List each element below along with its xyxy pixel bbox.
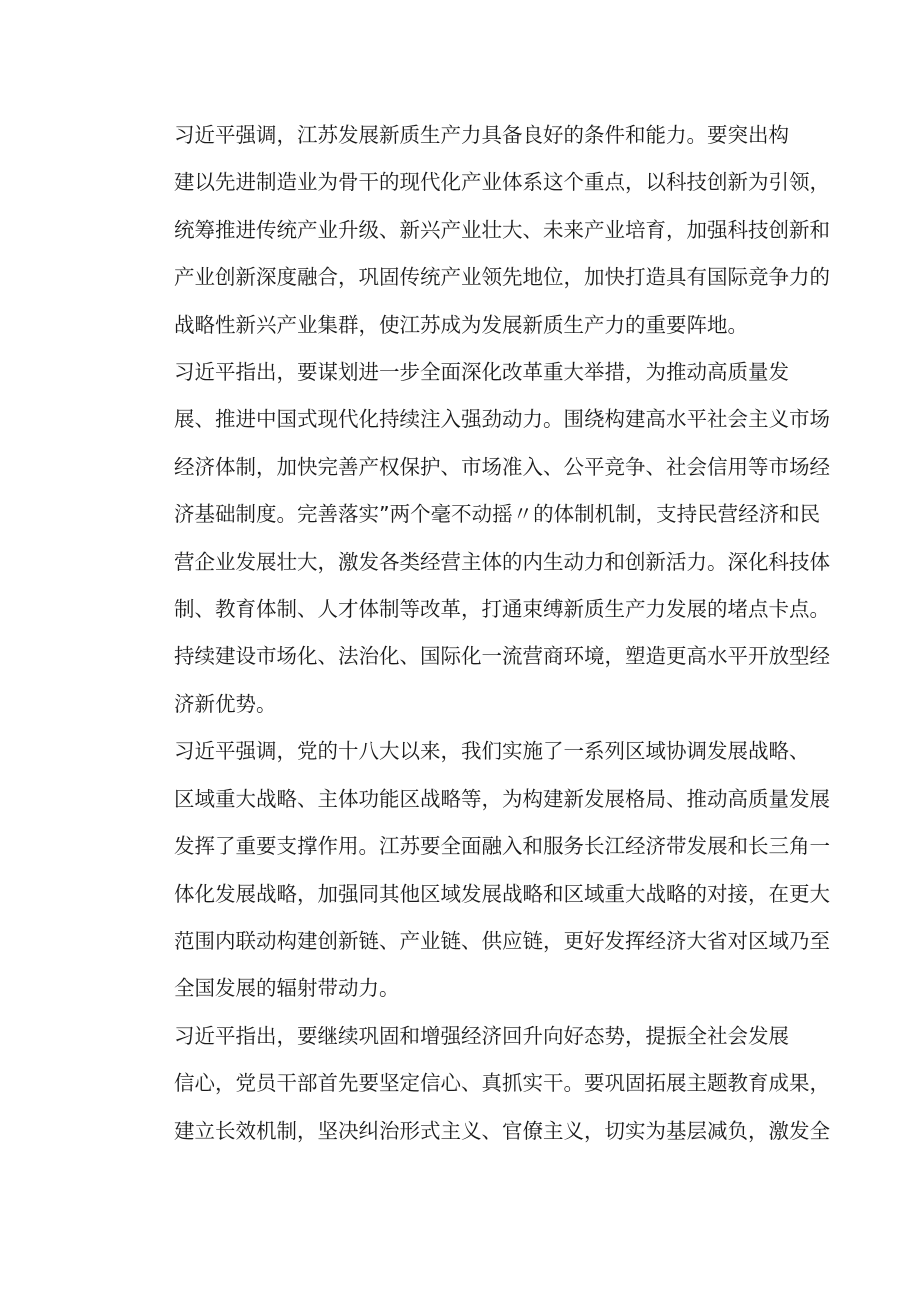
paragraph-line: 产业创新深度融合，巩固传统产业领先地位，加快打造具有国际竞争力的 bbox=[174, 265, 830, 290]
paragraph-line: 建立长效机制，坚决纠治形式主义、官僚主义，切实为基层减负，激发全 bbox=[174, 1118, 830, 1143]
paragraph-line: 济基础制度。完善落实”两个毫不动摇〃的体制机制，支持民营经济和民 bbox=[174, 502, 821, 527]
paragraph-line: 济新优势。 bbox=[174, 691, 277, 716]
paragraph-line: 习近平强调，党的十八大以来，我们实施了一系列区域协调发展战略、 bbox=[174, 739, 810, 764]
paragraph-line: 营企业发展壮大，激发各类经营主体的内生动力和创新活力。深化科技体 bbox=[174, 549, 830, 574]
paragraph-line: 制、教育体制、人才体制等改革，打通束缚新质生产力发展的堵点卡点。 bbox=[174, 597, 830, 622]
paragraph-line: 持续建设市场化、法治化、国际化一流营商环境，塑造更高水平开放型经 bbox=[174, 644, 830, 669]
paragraph-line: 信心，党员干部首先要坚定信心、真抓实干。要巩固拓展主题教育成果， bbox=[174, 1071, 830, 1096]
paragraph-line: 统筹推进传统产业升级、新兴产业壮大、未来产业培育，加强科技创新和 bbox=[174, 217, 830, 242]
paragraph-line: 范围内联动构建创新链、产业链、供应链，更好发挥经济大省对区域乃至 bbox=[174, 928, 830, 953]
paragraph-2 bbox=[133, 349, 830, 728]
paragraph-line: 区域重大战略、主体功能区战略等，为构建新发展格局、推动高质量发展 bbox=[174, 786, 830, 811]
paragraph-1 bbox=[133, 112, 830, 349]
paragraph-line: 习近平强调，江苏发展新质生产力具备良好的条件和能力。要突出构 bbox=[174, 123, 789, 147]
paragraph-line: 习近平指出，要继续巩固和增强经济回升向好态势，提振全社会发展 bbox=[174, 1023, 789, 1048]
document-body bbox=[133, 112, 830, 1155]
paragraph-line: 战略性新兴产业集群，使江苏成为发展新质生产力的重要阵地。 bbox=[174, 312, 748, 337]
paragraph-line: 展、推进中国式现代化持续注入强劲动力。围绕构建高水平社会主义市场 bbox=[174, 407, 830, 432]
paragraph-line: 经济体制，加快完善产权保护、市场准入、公平竞争、社会信用等市场经 bbox=[174, 454, 830, 479]
paragraph-line: 体化发展战略，加强同其他区域发展战略和区域重大战略的对接，在更大 bbox=[174, 881, 830, 906]
paragraph-line: 建以先进制造业为骨干的现代化产业体系这个重点，以科技创新为引领， bbox=[174, 170, 830, 195]
paragraph-line: 习近平指出，要谋划进一步全面深化改革重大举措，为推动高质量发 bbox=[174, 360, 789, 385]
paragraph-4 bbox=[133, 1013, 830, 1155]
paragraph-line: 全国发展的辐射带动力。 bbox=[174, 976, 400, 1001]
paragraph-3 bbox=[133, 728, 830, 1012]
paragraph-line: 发挥了重要支撑作用。江苏要全面融入和服务长江经济带发展和长三角一 bbox=[174, 834, 830, 859]
